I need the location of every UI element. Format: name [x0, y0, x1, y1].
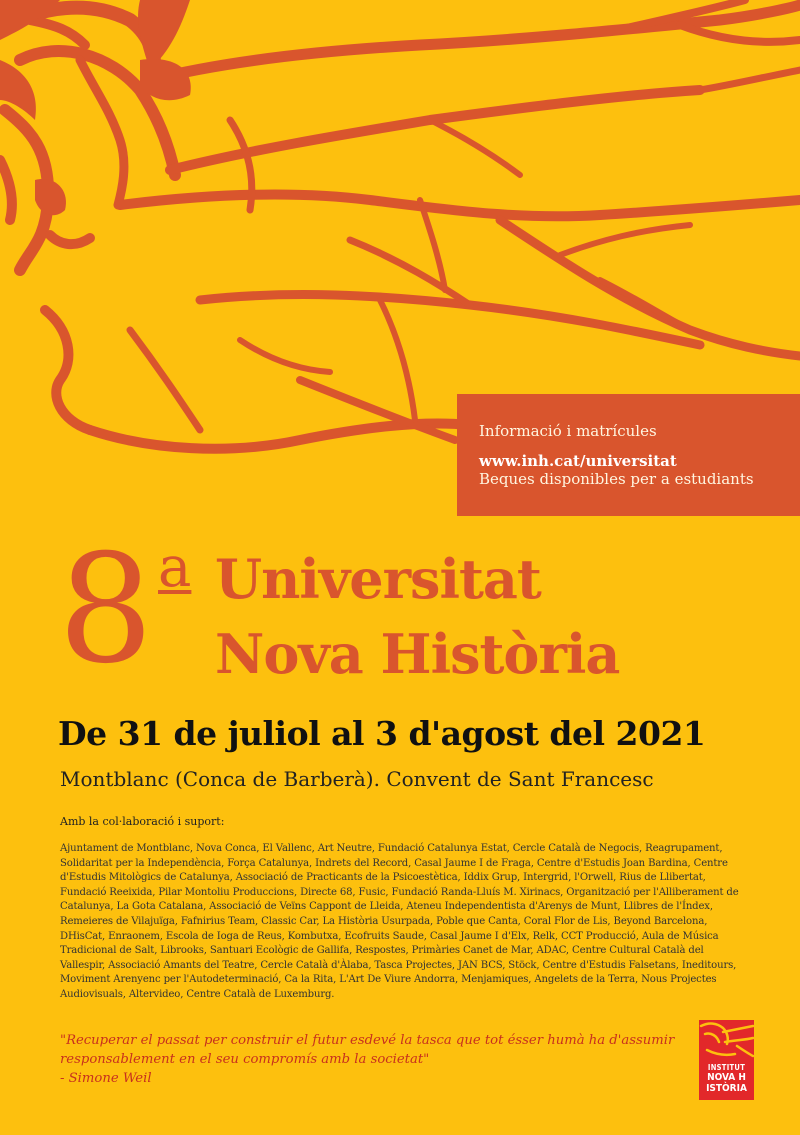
info-grants-text: Beques disponibles per a estudiants	[479, 470, 754, 488]
logo-figure-icon	[699, 1020, 754, 1064]
torso-stroke	[120, 195, 800, 217]
belly-stroke	[45, 310, 90, 430]
arm-stroke	[150, 5, 800, 80]
beard-stroke	[30, 20, 85, 45]
quote-block	[60, 1031, 690, 1088]
belly-stroke	[240, 340, 330, 372]
logo-line-3: ISTÒRIA	[706, 1083, 747, 1094]
face-stroke	[80, 60, 124, 205]
edition-ordinal-suffix: a	[158, 535, 192, 600]
logo-line-2: NOVA H	[707, 1072, 746, 1083]
info-box	[457, 394, 800, 516]
title-line-2: Nova Història	[215, 622, 620, 686]
event-venue: Montblanc (Conca de Barberà). Convent de Sant Francesc	[60, 767, 654, 791]
event-dates: De 31 de juliol al 3 d'agost del 2021	[58, 714, 706, 753]
sponsors-list: Ajuntament de Montblanc, Nova Conca, El Vallenc, Art Neutre, Fundació Catalunya Estat, Cercle Català de Negocis, Reagrupament, Solidaritat per la Independència, Força Catalunya, Indrets del Record, Casal Jaume I de Fraga, Centre d'Estudis Joan Bardina, Centre d'Estudis Mitològics de Catalunya, Associació de Practicants de la Psicoestètica, Iddix Grup, Intergrid, l'Orwell, Rius de Llibertat, Fundació Reeixida, Pilar Montoliu Produccions, Directe 68, Fusic, Fundació Randa-Lluís M. Xirinacs, Organització per l'Alliberament de Catalunya, La Gota Catalana, Associació de Veïns Cappont de Lleida, Ateneu Independentista d'Arenys de Munt, Llibres de l'Índex, Remeieres de Vilajuïga, Fafnirius Team, Classic Car, La Història Usurpada, Poble que Canta, Coral Flor de Lis, Beyond Barcelona, DHisCat, Enraonem, Escola de Ioga de Reus, Kombutxa, Ecofruits Saude, Casal Jaume I d'Elx, Relk, CCT Producció, Aula de Música Tradicional de Salt, Librooks, Santuari Ecològic de Gallifa, Respostes, Primàries Canet de Mar, ADAC, Centre Cultural Català del Vallespir, Associació Amants del Teatre, Cercle Català d'Àlaba, Tasca Projectes, JAN BCS, Stöck, Centre d'Estudis Falsetans, Ineditours, Moviment Arenyenc per l'Autodeterminació, Ca la Rita, L'Art De Viure Andorra, Menjamiques, Angelets de la Terra, Nous Projectes Audiovisuals, Altervideo, Centre Català de Luxemburg.	[60, 843, 739, 1000]
ear-shape	[35, 179, 66, 215]
edition-number: 8	[58, 523, 150, 697]
logo-text	[699, 1064, 754, 1094]
info-heading: Informació i matrícules	[479, 422, 657, 440]
arm-stroke	[680, 25, 800, 42]
face-stroke	[0, 160, 12, 220]
title-line-1: Universitat	[215, 547, 541, 611]
arm-stroke	[700, 70, 800, 90]
mouth-stroke	[50, 235, 90, 244]
quote-author: - Simone Weil	[60, 1071, 152, 1086]
leg-stroke	[380, 300, 415, 420]
institute-logo	[699, 1020, 754, 1100]
arm-stroke	[560, 225, 690, 255]
info-url-link[interactable]: www.inh.cat/universitat	[479, 452, 677, 470]
logo-line-1: INSTITUT	[707, 1063, 746, 1072]
quote-text: "Recuperar el passat per construir el futur esdevé la tasca que tot ésser humà ha d'assumir responsablement en el seu compromís amb la societat"	[60, 1033, 675, 1067]
arm-stroke	[430, 120, 520, 175]
support-heading: Amb la col·laboració i suport:	[60, 815, 225, 828]
belly-stroke	[130, 330, 200, 430]
